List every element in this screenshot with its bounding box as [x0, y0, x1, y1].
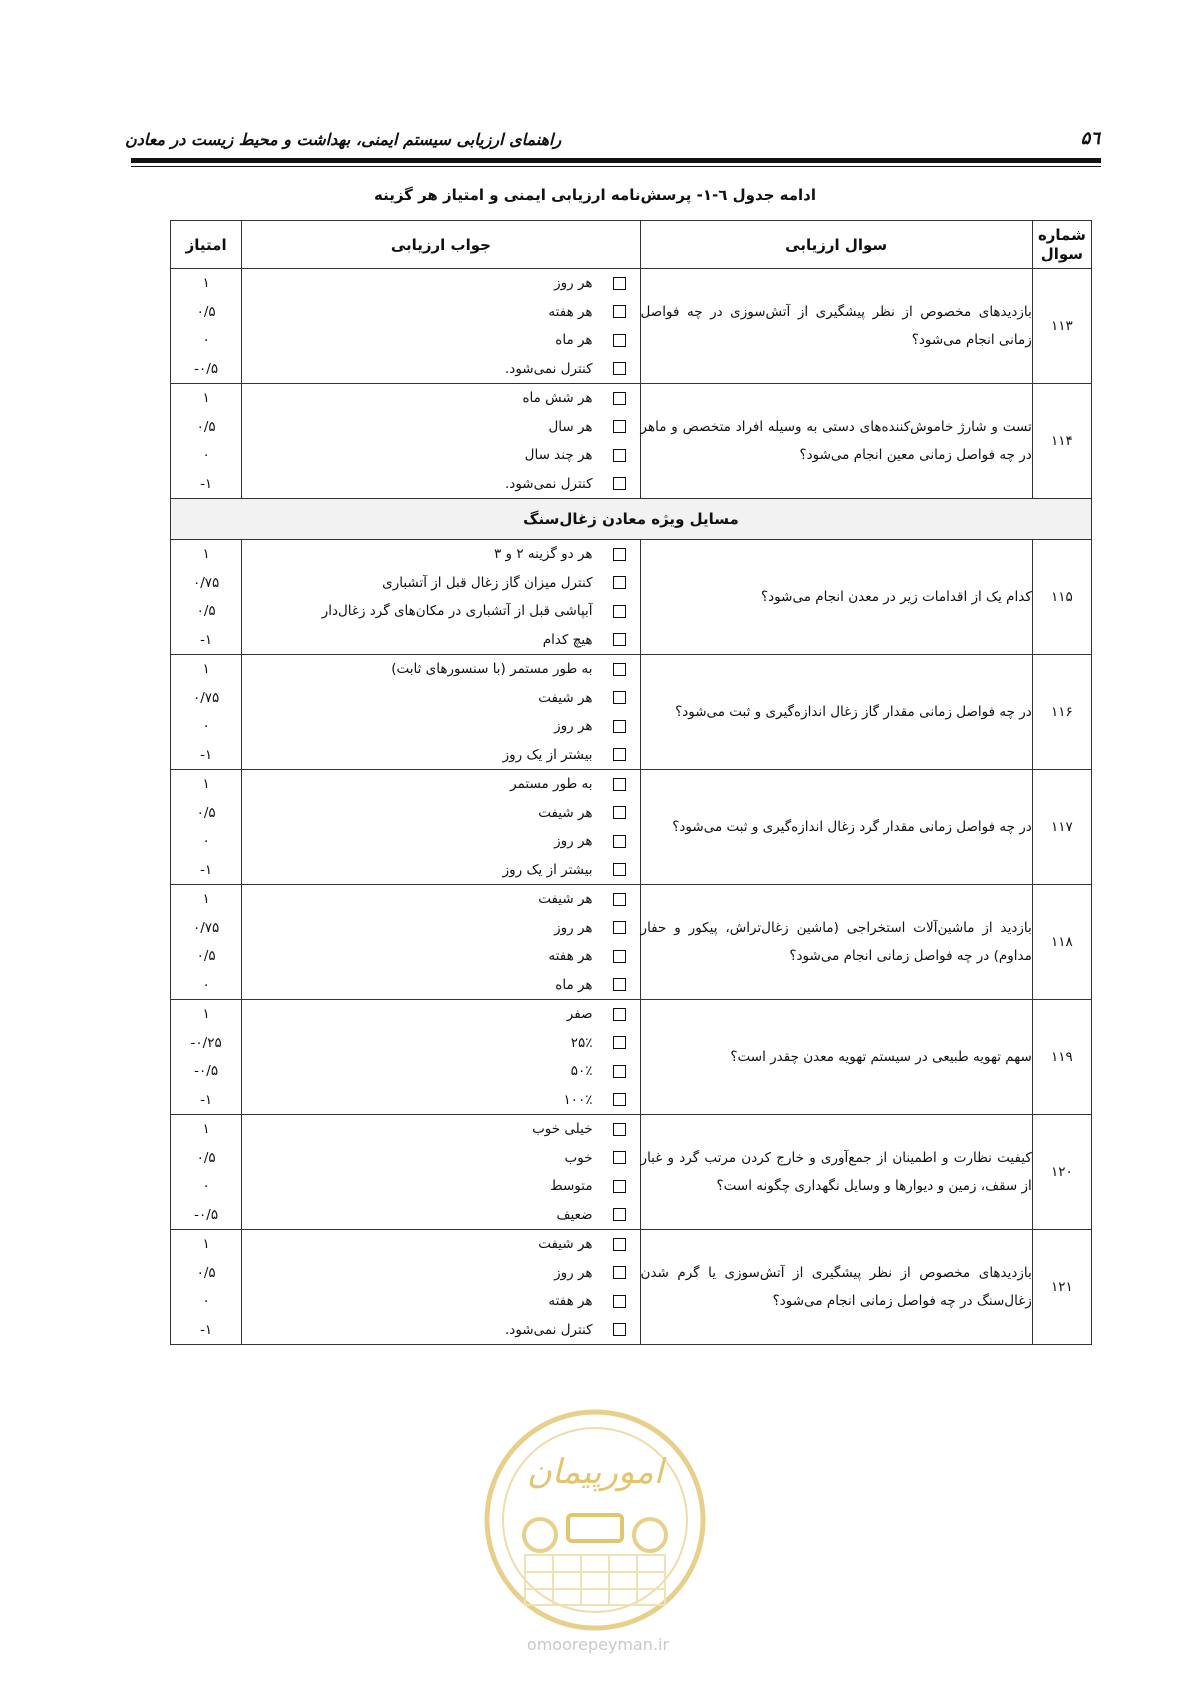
option-scores [171, 540, 242, 655]
answer-option[interactable] [242, 1172, 639, 1201]
answer-option[interactable] [242, 569, 639, 598]
checkbox-icon[interactable] [613, 1065, 626, 1078]
checkbox-icon[interactable] [613, 748, 626, 761]
option-scores [171, 384, 242, 499]
option-score: ۰/۵ [196, 804, 216, 821]
watermark-logo [480, 1405, 710, 1635]
option-score: -۱ [200, 631, 213, 648]
option-score: ۰ [202, 332, 210, 349]
answer-option[interactable] [242, 971, 639, 1000]
answer-option-label: هر شیفت [538, 1236, 593, 1253]
section-title: مسایل ویژه معادن زغال‌سنگ [171, 499, 1092, 540]
table-row [171, 885, 1092, 1000]
answer-option-label: صفر [566, 1006, 593, 1023]
answer-option-label: هر روز [554, 833, 593, 850]
question-number: ۱۱۹ [1032, 1000, 1091, 1115]
answer-option-label: هر روز [554, 718, 593, 735]
answer-option-label: هر روز [554, 1264, 593, 1281]
answer-option-label: ۱۰۰٪ [563, 1091, 593, 1108]
table-header-row [171, 221, 1092, 269]
checkbox-icon[interactable] [613, 863, 626, 876]
answer-option[interactable] [242, 355, 639, 384]
answer-option-label: هر ماه [555, 976, 593, 993]
option-scores [171, 655, 242, 770]
checkbox-icon[interactable] [613, 334, 626, 347]
option-score: ۱ [202, 661, 210, 678]
watermark-logo-text: امورپیمان [526, 1452, 664, 1492]
answer-option-label: ۵۰٪ [570, 1063, 593, 1080]
answer-option-label: هر ماه [555, 332, 593, 349]
checkbox-icon[interactable] [613, 1093, 626, 1106]
checkbox-icon[interactable] [613, 921, 626, 934]
watermark-site: omoorepeyman.ir [526, 1635, 670, 1654]
answer-option-label: خیلی خوب [532, 1121, 593, 1138]
answer-options [242, 269, 640, 384]
section-row [171, 499, 1092, 540]
answer-option[interactable] [242, 626, 639, 655]
table-row [171, 1000, 1092, 1115]
checkbox-icon[interactable] [613, 362, 626, 375]
answer-option-label: ۲۵٪ [570, 1034, 593, 1051]
option-score: ۱ [202, 1006, 210, 1023]
checkbox-icon[interactable] [613, 392, 626, 405]
checkbox-icon[interactable] [613, 1208, 626, 1221]
checkbox-icon[interactable] [613, 950, 626, 963]
header-score: امتیاز [171, 221, 242, 269]
checkbox-icon[interactable] [613, 835, 626, 848]
answer-option[interactable] [242, 741, 639, 770]
checkbox-icon[interactable] [613, 778, 626, 791]
answer-option[interactable] [242, 597, 639, 626]
answer-options [242, 885, 640, 1000]
answer-option-label: آبپاشی قبل از آتشباری در مکان‌های گرد زغال‌دار [321, 603, 593, 620]
answer-option-label: هر شیفت [538, 891, 593, 908]
option-score: ۱ [202, 891, 210, 908]
header-number: شماره سوال [1032, 221, 1091, 269]
answer-option[interactable] [242, 684, 639, 713]
option-score: -۰/۲۵ [190, 1034, 222, 1051]
option-score: ۰ [202, 833, 210, 850]
answer-option-label: خوب [564, 1149, 593, 1166]
answer-options [242, 655, 640, 770]
option-score: -۱ [200, 861, 213, 878]
question-number: ۱۱۳ [1032, 269, 1091, 384]
option-score: ۰/۵ [196, 1149, 216, 1166]
questionnaire-table [170, 220, 1092, 1345]
answer-option[interactable] [242, 1000, 639, 1029]
answer-option[interactable] [242, 384, 639, 413]
option-score: ۰ [202, 718, 210, 735]
answer-option-label: بیشتر از یک روز [502, 746, 593, 763]
answer-option[interactable] [242, 1029, 639, 1058]
answer-options [242, 540, 640, 655]
answer-options [242, 384, 640, 499]
table-row [171, 384, 1092, 499]
option-score: ۰/۵ [196, 948, 216, 965]
answer-option[interactable] [242, 1115, 639, 1144]
option-score: ۰ [202, 976, 210, 993]
table-caption: ادامه جدول ٦-١- پرسش‌نامه ارزیابی ایمنی و امتیاز هر گزینه [373, 186, 817, 204]
option-score: -۱ [200, 475, 213, 492]
question-text: بازدیدهای مخصوص از نظر پیشگیری از آتش‌سوزی یا گرم شدن زغال‌سنگ در چه فواصل زمانی انجام می‌شود؟ [640, 1230, 1032, 1345]
option-score: ۰/۷۵ [192, 919, 220, 936]
question-number: ۱۲۱ [1032, 1230, 1091, 1345]
answer-option-label: کنترل نمی‌شود. [505, 475, 593, 492]
question-number: ۱۱۸ [1032, 885, 1091, 1000]
answer-option-label: کنترل نمی‌شود. [505, 360, 593, 377]
answer-option-label: هیچ کدام [542, 631, 593, 648]
answer-option[interactable] [242, 1057, 639, 1086]
option-score: -۱ [200, 1091, 213, 1108]
option-score: -۰/۵ [194, 1063, 219, 1080]
checkbox-icon[interactable] [613, 720, 626, 733]
option-score: ۱ [202, 1236, 210, 1253]
checkbox-icon[interactable] [613, 449, 626, 462]
table-row [171, 540, 1092, 655]
answer-option[interactable] [242, 1259, 639, 1288]
question-number: ۱۱۷ [1032, 770, 1091, 885]
option-scores [171, 885, 242, 1000]
option-score: -۱ [200, 746, 213, 763]
answer-options [242, 770, 640, 885]
answer-option-label: هر چند سال [524, 447, 593, 464]
header-question: سوال ارزیابی [640, 221, 1032, 269]
running-title: راهنمای ارزیابی سیستم ایمنی، بهداشت و محیط زیست در معادن [125, 130, 562, 149]
question-text: در چه فواصل زمانی مقدار گاز زغال اندازه‌گیری و ثبت می‌شود؟ [640, 655, 1032, 770]
answer-option-label: کنترل نمی‌شود. [505, 1321, 593, 1338]
answer-option[interactable] [242, 470, 639, 499]
answer-option[interactable] [242, 914, 639, 943]
answer-option-label: بیشتر از یک روز [502, 861, 593, 878]
checkbox-icon[interactable] [613, 1008, 626, 1021]
checkbox-icon[interactable] [613, 691, 626, 704]
answer-option[interactable] [242, 1201, 639, 1230]
checkbox-icon[interactable] [613, 1323, 626, 1336]
checkbox-icon[interactable] [613, 477, 626, 490]
answer-option[interactable] [242, 827, 639, 856]
question-text: تست و شارژ خاموش‌کننده‌های دستی به وسیله افراد متخصص و ماهر در چه فواصل زمانی معین انجام می‌شود؟ [640, 384, 1032, 499]
question-number: ۱۱۵ [1032, 540, 1091, 655]
table-body [171, 269, 1092, 1345]
answer-option-label: هر هفته [548, 303, 593, 320]
option-scores [171, 1230, 242, 1345]
answer-option-label: متوسط [550, 1178, 593, 1195]
answer-option-label: هر شیفت [538, 804, 593, 821]
checkbox-icon[interactable] [613, 305, 626, 318]
option-score: ۱ [202, 776, 210, 793]
header-rule-thick [131, 158, 1101, 163]
checkbox-icon[interactable] [613, 1151, 626, 1164]
answer-option-label: به طور مستمر (با سنسورهای ثابت) [391, 661, 593, 678]
checkbox-icon[interactable] [613, 1036, 626, 1049]
option-score: ۱ [202, 546, 210, 563]
answer-option[interactable] [242, 298, 639, 327]
answer-option-label: به طور مستمر [510, 776, 593, 793]
answer-options [242, 1115, 640, 1230]
answer-option[interactable] [242, 1086, 639, 1115]
answer-option-label: هر شیفت [538, 689, 593, 706]
checkbox-icon[interactable] [613, 806, 626, 819]
answer-option-label: هر روز [554, 275, 593, 292]
option-score: ۰ [202, 447, 210, 464]
answer-option[interactable] [242, 326, 639, 355]
option-score: -۰/۵ [194, 1206, 219, 1223]
answer-option[interactable] [242, 799, 639, 828]
option-score: ۱ [202, 275, 210, 292]
table-row [171, 1115, 1092, 1230]
answer-option-label: ضعیف [556, 1206, 593, 1223]
answer-option[interactable] [242, 770, 639, 799]
checkbox-icon[interactable] [613, 663, 626, 676]
checkbox-icon[interactable] [613, 978, 626, 991]
checkbox-icon[interactable] [613, 1123, 626, 1136]
answer-option-label: هر هفته [548, 1293, 593, 1310]
answer-option[interactable] [242, 712, 639, 741]
answer-options [242, 1000, 640, 1115]
question-text: کیفیت نظارت و اطمینان از جمع‌آوری و خارج کردن مرتب گرد و غبار از سقف، زمین و دیوارها و وسایل نگهداری چگونه است؟ [640, 1115, 1032, 1230]
checkbox-icon[interactable] [613, 1238, 626, 1251]
option-score: ۰/۵ [196, 603, 216, 620]
header-answer: جواب ارزیابی [242, 221, 640, 269]
option-score: -۱ [200, 1321, 213, 1338]
answer-option-label: هر هفته [548, 948, 593, 965]
answer-option[interactable] [242, 1144, 639, 1173]
table-row [171, 269, 1092, 384]
option-scores [171, 269, 242, 384]
option-scores [171, 770, 242, 885]
checkbox-icon[interactable] [613, 420, 626, 433]
answer-option[interactable] [242, 1230, 639, 1259]
table-row [171, 770, 1092, 885]
answer-option[interactable] [242, 269, 639, 298]
answer-option[interactable] [242, 413, 639, 442]
answer-option-label: هر روز [554, 919, 593, 936]
option-score: ۰ [202, 1293, 210, 1310]
checkbox-icon[interactable] [613, 548, 626, 561]
table-row [171, 1230, 1092, 1345]
answer-option-label: هر شش ماه [522, 390, 593, 407]
question-number: ۱۲۰ [1032, 1115, 1091, 1230]
table-row [171, 655, 1092, 770]
question-number: ۱۱۴ [1032, 384, 1091, 499]
option-score: ۰ [202, 1178, 210, 1195]
option-score: ۰/۷۵ [192, 574, 220, 591]
option-scores [171, 1000, 242, 1115]
question-text: بازدیدهای مخصوص از نظر پیشگیری از آتش‌سوزی در چه فواصل زمانی انجام می‌شود؟ [640, 269, 1032, 384]
page-number: ۵٦ [1080, 128, 1100, 149]
checkbox-icon[interactable] [613, 605, 626, 618]
option-score: -۰/۵ [194, 360, 219, 377]
option-score: ۰/۵ [196, 303, 216, 320]
option-score: ۱ [202, 390, 210, 407]
checkbox-icon[interactable] [613, 1180, 626, 1193]
answer-option[interactable] [242, 885, 639, 914]
answer-option-label: کنترل میزان گاز زغال قبل از آتشباری [382, 574, 593, 591]
checkbox-icon[interactable] [613, 1295, 626, 1308]
answer-option[interactable] [242, 1316, 639, 1345]
question-text: کدام یک از اقدامات زیر در معدن انجام می‌شود؟ [640, 540, 1032, 655]
answer-option[interactable] [242, 856, 639, 885]
answer-option[interactable] [242, 1287, 639, 1316]
option-score: ۱ [202, 1121, 210, 1138]
answer-options [242, 1230, 640, 1345]
checkbox-icon[interactable] [613, 277, 626, 290]
option-scores [171, 1115, 242, 1230]
checkbox-icon[interactable] [613, 893, 626, 906]
header-rule-thin [131, 166, 1101, 167]
answer-option[interactable] [242, 942, 639, 971]
checkbox-icon[interactable] [613, 1266, 626, 1279]
answer-option-label: هر سال [548, 418, 593, 435]
option-score: ۰/۵ [196, 418, 216, 435]
option-score: ۰/۵ [196, 1264, 216, 1281]
answer-option[interactable] [242, 540, 639, 569]
question-text: سهم تهویه طبیعی در سیستم تهویه معدن چقدر است؟ [640, 1000, 1032, 1115]
question-number: ۱۱۶ [1032, 655, 1091, 770]
question-text: بازدید از ماشین‌آلات استخراجی (ماشین زغال‌تراش، پیکور و حفار مداوم) در چه فواصل زمانی انجام می‌شود؟ [640, 885, 1032, 1000]
answer-option-label: هر دو گزینه ۲ و ۳ [493, 546, 593, 563]
answer-option[interactable] [242, 655, 639, 684]
question-text: در چه فواصل زمانی مقدار گرد زغال اندازه‌گیری و ثبت می‌شود؟ [640, 770, 1032, 885]
checkbox-icon[interactable] [613, 576, 626, 589]
answer-option[interactable] [242, 441, 639, 470]
checkbox-icon[interactable] [613, 633, 626, 646]
option-score: ۰/۷۵ [192, 689, 220, 706]
